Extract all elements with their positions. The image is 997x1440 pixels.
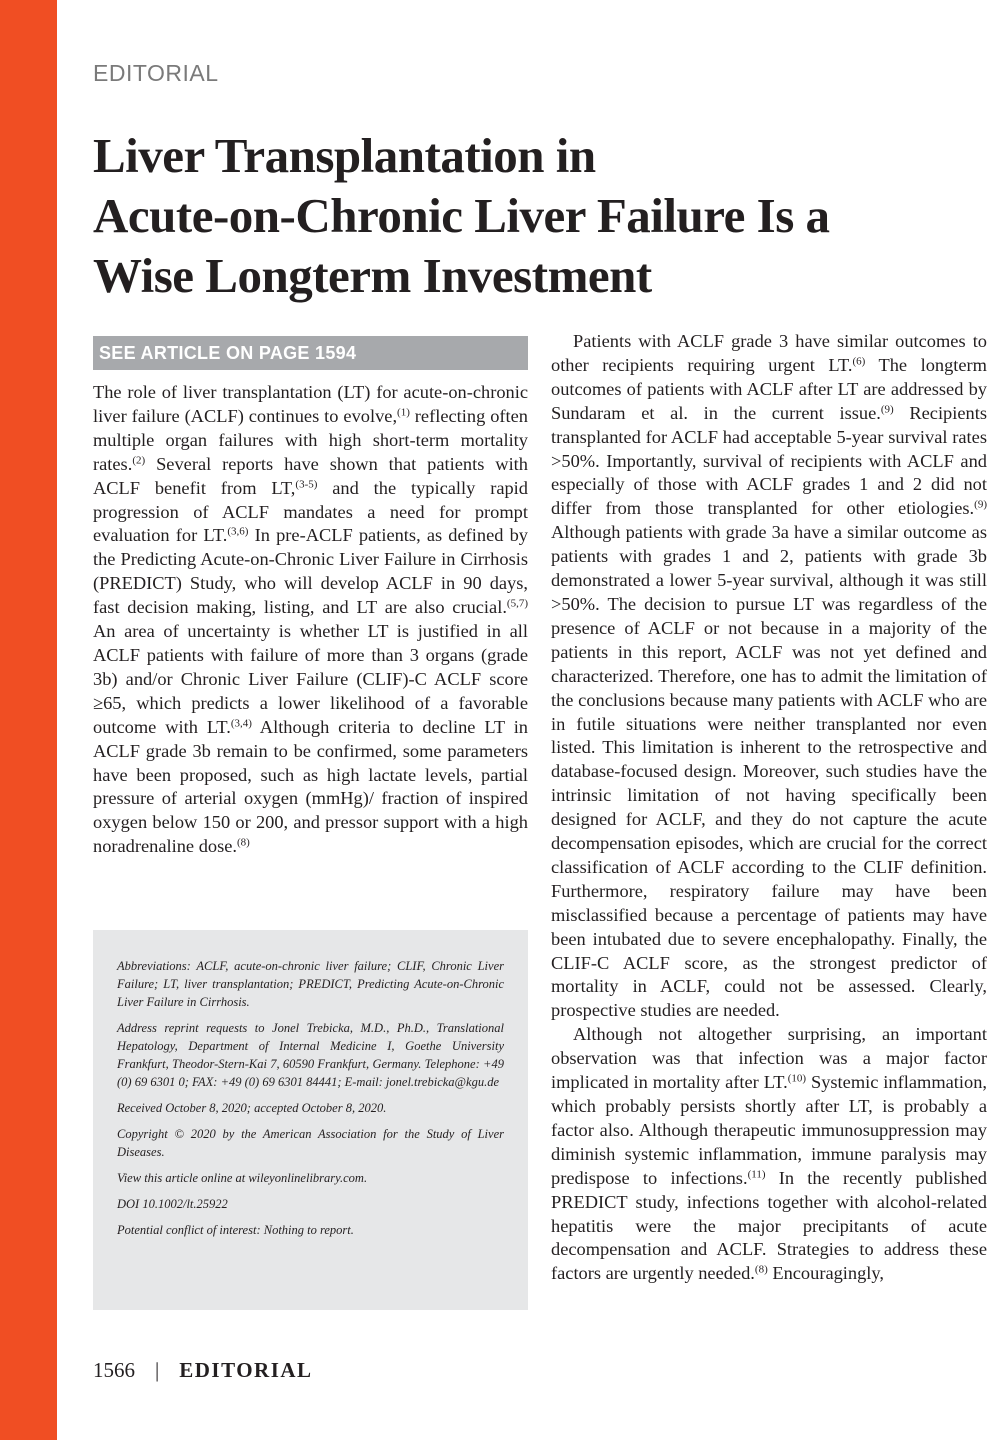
article-title [93, 126, 953, 306]
citation[interactable]: (10) [787, 1072, 807, 1085]
citation[interactable]: (8) [754, 1263, 768, 1276]
citation[interactable]: (6) [852, 355, 866, 368]
paragraph: The role of liver transplantation (LT) for acute-on-chronic liver failure (ACLF) continues to evolve,$^{(1)}$ reflecting often multiple organ failures with high short-term mortality rates.$^{(2)}$ Several reports have shown that patients with ACLF benefit from LT,$^{(3-5)}$ and the typically rapid progression of ACLF mandates a need for prompt evaluation for LT.$^{(3,6)}$ In pre-ACLF patients, as defined by the Predicting Acute-on-Chronic Liver Failure in Cirrhosis (PREDICT) Study, who will develop ACLF in 90 days, fast decision making, listing, and LT are also crucial.$^{(5,7)}$ An area of uncertainty is whether LT is justified in all ACLF patients with failure of more than 3 organs (grade 3b) and/or Chronic Liver Failure (CLIF)-C ACLF score ≥65, which predicts a lower likelihood of a favorable outcome with LT.$^{(3,4)}$ Although criteria to decline LT in ACLF grade 3b remain to be confirmed, some parameters have been proposed, such as high lactate levels, partial pressure of arterial oxygen (mmHg)/ fraction of inspired oxygen below 150 or 200, and pressor support with a high noradrenaline dose.$^{(8)}$ [93, 382, 529, 857]
citation[interactable]: (9) [974, 498, 987, 511]
citation[interactable]: (3-5) [295, 478, 318, 491]
body-column-right [551, 330, 987, 1286]
title-line: Wise Longterm Investment [93, 248, 652, 303]
title-line: Acute-on-Chronic Liver Failure Is a [93, 188, 830, 243]
citation[interactable]: (1) [397, 406, 410, 419]
conflict-note: Potential conflict of interest: Nothing to report. [117, 1223, 354, 1237]
citation[interactable]: (9) [880, 403, 894, 416]
online-note: View this article online at wileyonlinelibrary.com. [117, 1171, 368, 1185]
body-column-left [93, 381, 528, 859]
correspondence-address: Address reprint requests to Jonel Trebicka, M.D., Ph.D., Translational Hepatology, Department of Internal Medicine I, Goethe University Frankfurt, Theodor-Stern-Kai 7, 60590 Frankfurt, Germany. Telephone: +49 (0) 69 6301 0; FAX: +49 (0) 69 6301 84441; E-mail: jonel.trebicka@kgu.de [117, 1021, 504, 1089]
citation[interactable]: (3,4) [230, 717, 252, 730]
article-info-box [93, 930, 528, 1310]
doi[interactable]: DOI 10.1002/lt.25922 [117, 1197, 228, 1211]
page-number: 1566 [93, 1358, 135, 1382]
citation[interactable]: (2) [132, 454, 146, 467]
paragraph: Although not altogether surprising, an important observation was that infection was a major factor implicated in mortality after LT.$^{(10)}$ Systemic inflammation, which probably persists shortly after LT, is probably a factor also. Although therapeutic immunosuppression may diminish systemic inflammation, immune paralysis may predispose to infections.$^{(11)}$ In the recently published PREDICT study, infections together with alcohol-related hepatitis were the major precipitants of acute decompensation and ACLF. Strategies to address these factors are urgently needed.$^{(8)}$ Encouragingly, [551, 1024, 987, 1284]
citation[interactable]: (8) [237, 836, 250, 849]
received-dates: Received October 8, 2020; accepted October 8, 2020. [117, 1101, 387, 1115]
abbreviations-note: Abbreviations: ACLF, acute-on-chronic liver failure; CLIF, Chronic Liver Failure; LT, liver transplantation; PREDICT, Predicting Acute-on-Chronic Liver Failure in Cirrhosis. [117, 959, 504, 1009]
citation[interactable]: (11) [747, 1168, 766, 1181]
citation[interactable]: (3,6) [227, 525, 249, 538]
section-label: EDITORIAL [93, 60, 219, 86]
copyright-note: Copyright © 2020 by the American Association for the Study of Liver Diseases. [117, 1127, 504, 1159]
footer-separator: | [155, 1358, 160, 1382]
paragraph: Patients with ACLF grade 3 have similar outcomes to other recipients requiring urgent LT.$^{(6)}$ The longterm outcomes of patients with ACLF after LT are addressed by Sundaram et al. in the current issue.$^{(9)}$ Recipients transplanted for ACLF had acceptable 5-year survival rates >50%. Importantly, survival of recipients with ACLF and especially of those with ACLF grades 1 and 2 did not differ from those transplanted for other etiologies.$^{(9)}$ Although patients with grade 3a have a similar outcome as patients with grades 1 and 2, patients with grade 3b demonstrated a lower 5-year survival, although it was still >50%. The decision to pursue LT was regardless of the presence of ACLF or not because in a majority of the patients in this report, ACLF was not yet defined and characterized. Therefore, one has to admit the limitation of the conclusions because many patients with ACLF who are in futile situations were neither transplanted nor even listed. This limitation is inherent to the retrospective and database-focused design. Moreover, such studies have the intrinsic limitation of not having specifically been designed for ACLF, and they do not capture the acute decompensation episodes, which are crucial for the correct classification of ACLF according to the CLIF definition. Furthermore, respiratory failure may have been misclassified because a percentage of patients may have been intubated due to severe encephalopathy. Finally, the CLIF-C ACLF score, as the strongest predictor of mortality in ACLF, could not be assessed. Clearly, prospective studies are needed. [551, 331, 987, 1021]
see-article-banner[interactable]: SEE ARTICLE ON PAGE 1594 [93, 336, 528, 370]
title-line: Liver Transplantation in [93, 128, 596, 183]
footer-section-label: EDITORIAL [179, 1358, 313, 1382]
orange-side-bar [0, 0, 57, 1440]
citation[interactable]: (5,7) [506, 597, 528, 610]
page-footer [93, 1358, 313, 1383]
